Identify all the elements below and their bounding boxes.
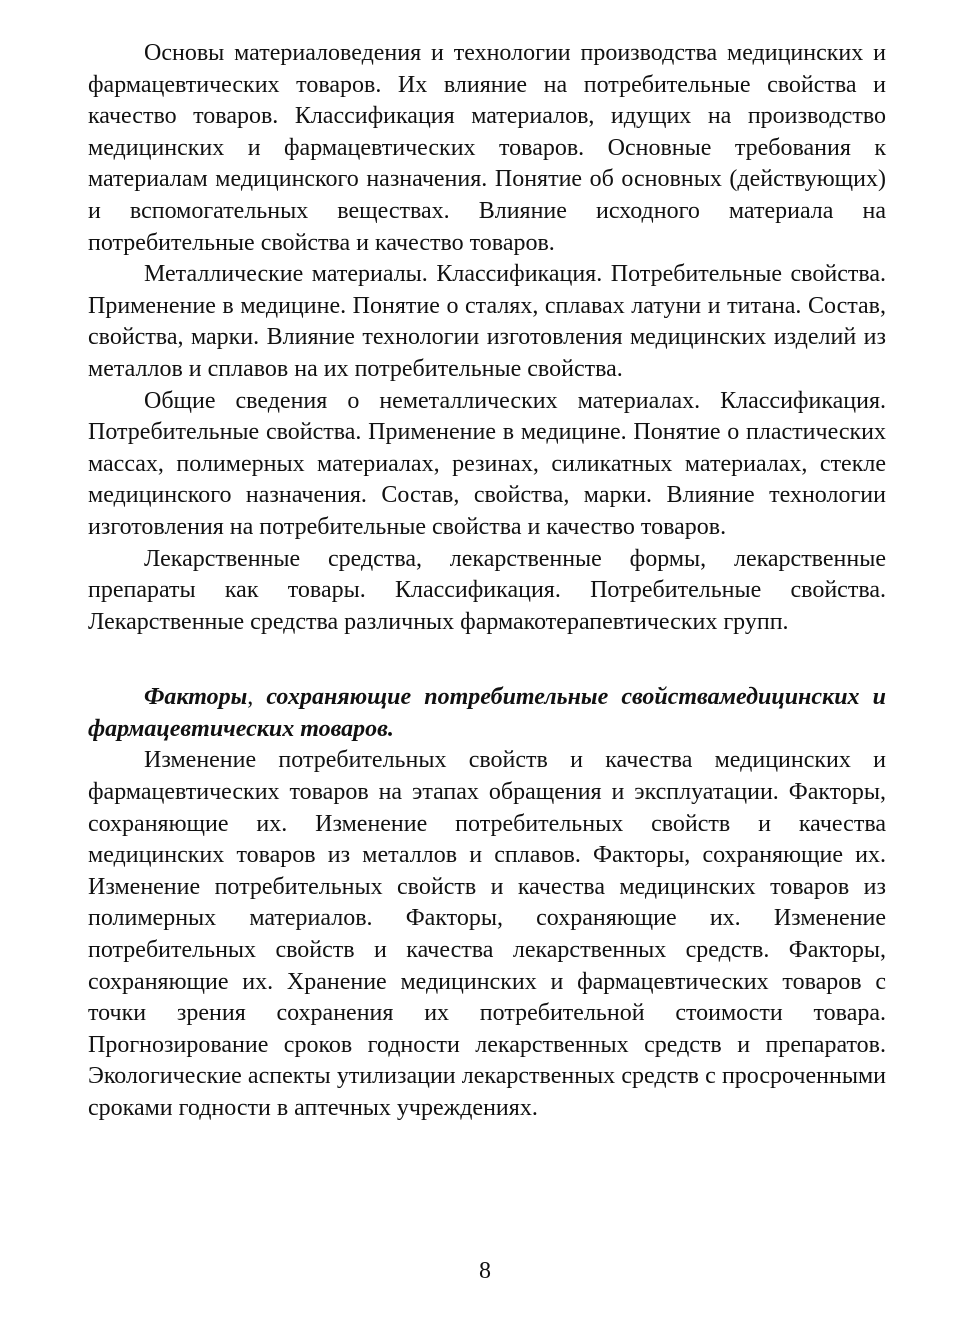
section-heading-part1: Факторы — [144, 684, 248, 711]
section-heading-part2: сохраняющие потребительные свойствамедицинских и фармацевтических товаров. — [88, 684, 886, 742]
paragraph-medicines: Лекарственные средства, лекарственные формы, лекарственные препараты как товары. Классификация. Потребительные свойства. Лекарственные средства различных фармакотерапевтических групп. — [88, 545, 886, 635]
paragraph-nonmetal-materials: Общие сведения о неметаллических материалах. Классификация. Потребительные свойства. Применение в медицине. Понятие о пластических массах, полимерных материалах, резинах, силикатных материалах, стекле медицинского назначения. Состав, свойства, марки. Влияние технологии изготовления на потребительные свойства и качество товаров. — [88, 387, 886, 540]
section-heading-comma: , — [247, 684, 254, 711]
section-heading — [88, 682, 886, 745]
page-body — [88, 38, 886, 1125]
page-number: 8 — [479, 1258, 491, 1284]
paragraph-materials-basics: Основы материаловедения и технологии производства медицинских и фармацевтических товаров. Их влияние на потребительные свойства и качество товаров. Классификация материалов, идущих на производство медицинских и фармацевтических товаров. Основные требования к материалам медицинского назначения. Понятие об основных (действующих) и вспомогательных веществах. Влияние исходного материала на потребительные свойства и качество товаров. — [88, 40, 886, 256]
section-body-paragraph: Изменение потребительных свойств и качества медицинских и фармацевтических товаров на этапах обращения и эксплуатации. Факторы, сохраняющие их. Изменение потребительных свойств и качества медицинских товаров из металлов и сплавов. Факторы, сохраняющие их. Изменение потребительных свойств и качества медицинских товаров из полимерных материалов. Факторы, сохраняющие их. Изменение потребительных свойств и качества лекарственных средств. Факторы, сохраняющие их. Хранение медицинских и фармацевтических товаров с точки зрения сохранения их потребительной стоимости товара. Прогнозирование сроков годности лекарственных средств и препаратов. Экологические аспекты утилизации лекарственных средств с просроченными сроками годности в аптечных учреждениях. — [88, 747, 886, 1121]
paragraph-metal-materials: Металлические материалы. Классификация. Потребительные свойства. Применение в медицине. Понятие о сталях, сплавах латуни и титана. Состав, свойства, марки. Влияние технологии изготовления медицинских изделий из металлов и сплавов на их потребительные свойства. — [88, 261, 886, 382]
